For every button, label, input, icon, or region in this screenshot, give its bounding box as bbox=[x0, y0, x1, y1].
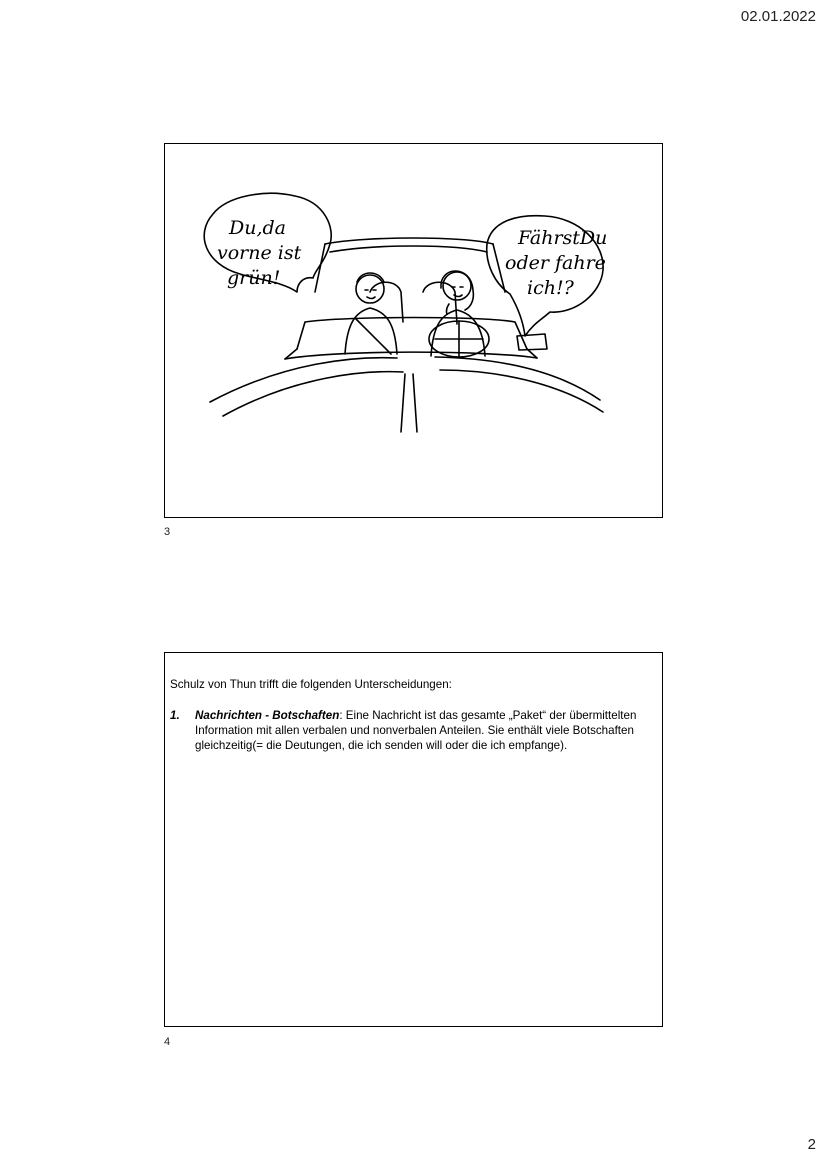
list-item bbox=[170, 708, 642, 753]
bubble-right-line-1: FährstDu bbox=[518, 227, 608, 249]
slide-number-4: 4 bbox=[164, 1036, 171, 1048]
list-item-term: Nachrichten - Botschaften bbox=[195, 709, 340, 722]
side-mirror bbox=[517, 334, 547, 350]
slide-intro: Schulz von Thun trifft die folgenden Unterscheidungen: bbox=[170, 678, 452, 691]
passenger-body bbox=[345, 308, 397, 354]
car-conversation-illustration bbox=[165, 144, 661, 516]
slide-number-3: 3 bbox=[164, 526, 171, 538]
list-item-number: 1. bbox=[170, 709, 180, 722]
list-item-body bbox=[195, 708, 642, 753]
bubble-left-line-1: Du,da bbox=[229, 217, 286, 239]
car-roof bbox=[325, 238, 493, 244]
bubble-left-line-3: grün! bbox=[227, 267, 281, 289]
road-edge-left bbox=[210, 358, 397, 402]
bubble-left-line-2: vorne ist bbox=[217, 242, 302, 264]
bubble-right-line-3: ich!? bbox=[527, 277, 574, 299]
car-dashboard bbox=[285, 352, 537, 359]
slide-4-frame bbox=[164, 652, 663, 1027]
slide-4-content bbox=[170, 677, 642, 753]
page-number: 2 bbox=[807, 1136, 816, 1153]
list-item-colon: : bbox=[339, 709, 343, 722]
list-item-text: Eine Nachricht ist das gesamte „Paket“ der übermittelten Information mit allen verbalen und nonverbalen Anteilen. Sie enthält viele Botschaften gleichzeitig(= die Deutungen, die ich senden will oder die ich empfange). bbox=[195, 709, 637, 752]
road-center-line-left bbox=[401, 374, 405, 432]
slide-3-frame bbox=[164, 143, 663, 518]
bubble-right-line-2: oder fahre bbox=[505, 252, 606, 274]
page-date: 02.01.2022 bbox=[740, 8, 816, 25]
